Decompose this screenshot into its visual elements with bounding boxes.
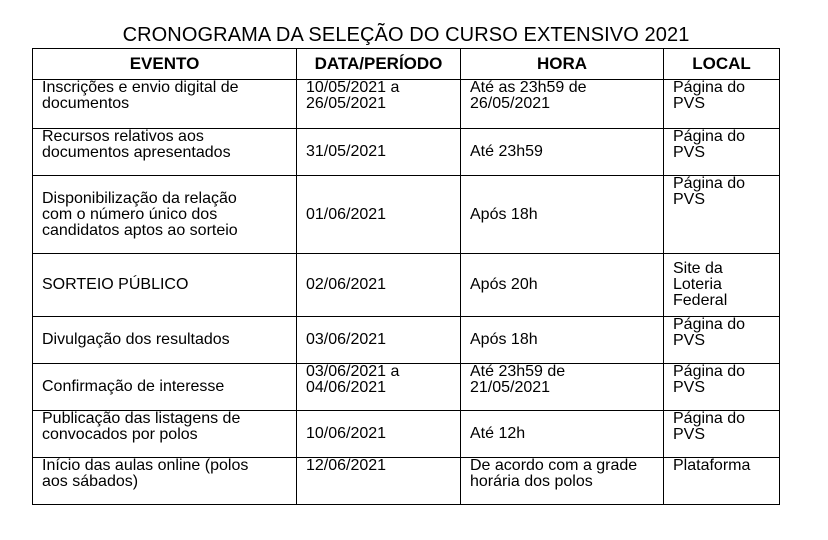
- cell-local: [664, 458, 780, 505]
- cell-line: Site da: [673, 260, 723, 277]
- cell-line: 26/05/2021: [306, 95, 387, 112]
- cell-line: 10/05/2021 a: [306, 79, 400, 96]
- cell-hora: [461, 254, 664, 317]
- cell-data: [297, 176, 461, 254]
- schedule-table: [32, 48, 780, 505]
- table-row: [33, 129, 780, 176]
- cell-evento: [33, 364, 297, 411]
- cell-data: [297, 80, 461, 129]
- cell-evento: [33, 317, 297, 364]
- cell-evento: [33, 129, 297, 176]
- cell-line: Federal: [673, 292, 728, 309]
- cell-line: com o número único dos: [42, 205, 218, 223]
- document-title: CRONOGRAMA DA SELEÇÃO DO CURSO EXTENSIVO 2021: [122, 24, 690, 46]
- table-row: [33, 458, 780, 505]
- cell-line: PVS: [673, 379, 706, 396]
- cell-local: [664, 317, 780, 364]
- cell-local: [664, 411, 780, 458]
- table-row: [33, 80, 780, 129]
- cell-local: [664, 129, 780, 176]
- column-header-local: LOCAL: [664, 49, 780, 80]
- cell-hora: [461, 176, 664, 254]
- schedule-body: [33, 80, 780, 505]
- cell-line: Divulgação dos resultados: [42, 331, 230, 348]
- cell-line: documentos apresentados: [42, 144, 231, 161]
- cell-hora: [461, 317, 664, 364]
- cell-data: [297, 411, 461, 458]
- table-row: [33, 254, 780, 317]
- cell-evento: [33, 176, 297, 254]
- cell-hora: [461, 458, 664, 505]
- cell-hora: [461, 364, 664, 411]
- cell-line: horária dos polos: [470, 473, 593, 490]
- cell-line: 03/06/2021: [306, 331, 387, 348]
- cell-line: 12/06/2021: [306, 457, 387, 474]
- cell-line: PVS: [673, 95, 706, 112]
- cell-line: Página do: [673, 175, 746, 192]
- cell-line: 31/05/2021: [306, 143, 387, 160]
- cell-line: PVS: [673, 144, 706, 161]
- cell-line: 01/06/2021: [306, 205, 387, 223]
- column-header-data: DATA/PERÍODO: [297, 49, 461, 80]
- cell-local: [664, 364, 780, 411]
- cell-line: Até 23h59 de: [470, 363, 566, 380]
- cell-line: Após 18h: [470, 331, 538, 348]
- cell-hora: [461, 80, 664, 129]
- table-row: [33, 176, 780, 254]
- cell-line: documentos: [42, 95, 130, 112]
- cell-line: Confirmação de interesse: [42, 378, 225, 395]
- table-row: [33, 411, 780, 458]
- cell-line: Disponibilização da relação: [42, 189, 237, 207]
- cell-line: Página do: [673, 128, 746, 145]
- cell-line: Página do: [673, 363, 746, 380]
- cell-line: aos sábados): [42, 473, 139, 490]
- cell-line: Início das aulas online (polos: [42, 457, 249, 474]
- cell-line: candidatos aptos ao sorteio: [42, 221, 238, 239]
- column-header-evento: EVENTO: [33, 49, 297, 80]
- cell-data: [297, 458, 461, 505]
- cell-line: Publicação das listagens de: [42, 410, 241, 427]
- cell-line: 21/05/2021: [470, 379, 551, 396]
- cell-evento: [33, 254, 297, 317]
- cell-line: De acordo com a grade: [470, 457, 638, 474]
- cell-line: Após 18h: [470, 205, 538, 223]
- cell-data: [297, 254, 461, 317]
- cell-line: Até as 23h59 de: [470, 79, 587, 96]
- cell-evento: [33, 411, 297, 458]
- cell-line: PVS: [673, 191, 706, 208]
- cell-line: Loteria: [673, 276, 722, 293]
- cell-line: Após 20h: [470, 276, 538, 293]
- cell-local: [664, 254, 780, 317]
- cell-line: Página do: [673, 410, 746, 427]
- cell-line: Inscrições e envio digital de: [42, 79, 239, 96]
- cell-data: [297, 317, 461, 364]
- cell-evento: [33, 458, 297, 505]
- column-header-hora: HORA: [461, 49, 664, 80]
- cell-line: Até 23h59: [470, 143, 543, 160]
- cell-data: [297, 364, 461, 411]
- header-row: [33, 49, 780, 80]
- cell-hora: [461, 411, 664, 458]
- cell-line: Página do: [673, 316, 746, 333]
- table-row: [33, 364, 780, 411]
- cell-line: Plataforma: [673, 457, 751, 474]
- cell-line: 26/05/2021: [470, 95, 551, 112]
- table-row: [33, 317, 780, 364]
- cell-line: convocados por polos: [42, 426, 198, 443]
- cell-line: PVS: [673, 332, 706, 349]
- cell-line: Página do: [673, 79, 746, 96]
- cell-line: 03/06/2021 a: [306, 363, 400, 380]
- cell-line: PVS: [673, 426, 706, 443]
- cell-line: 04/06/2021: [306, 379, 387, 396]
- cell-line: Até 12h: [470, 425, 526, 442]
- cell-line: 10/06/2021: [306, 425, 387, 442]
- cell-local: [664, 176, 780, 254]
- cell-data: [297, 129, 461, 176]
- cell-line: Recursos relativos aos: [42, 128, 204, 145]
- cell-line: SORTEIO PÚBLICO: [42, 276, 189, 293]
- cell-hora: [461, 129, 664, 176]
- cell-evento: [33, 80, 297, 129]
- cell-line: 02/06/2021: [306, 276, 387, 293]
- cell-local: [664, 80, 780, 129]
